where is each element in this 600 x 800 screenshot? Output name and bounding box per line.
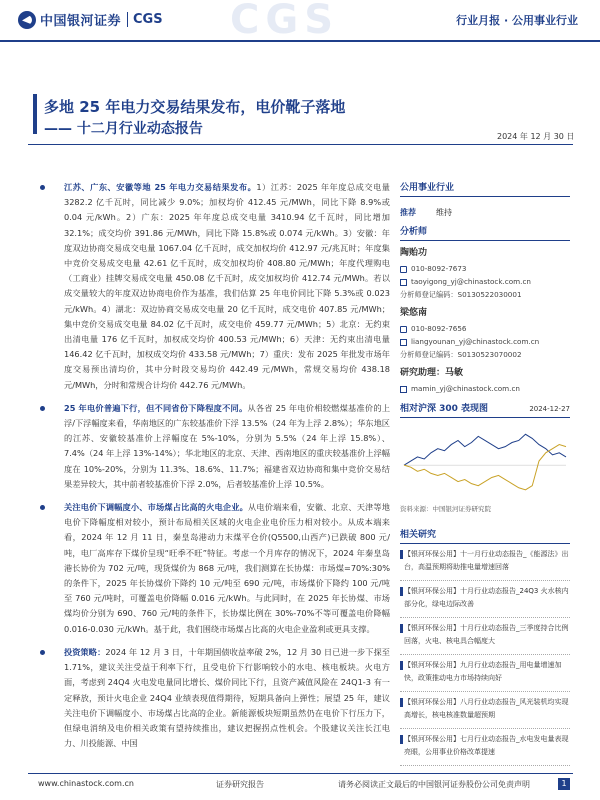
logo-cgs: CGS	[127, 12, 163, 27]
report-date: 2024 年 12 月 30 日	[497, 132, 575, 141]
chart-series-line-0	[404, 434, 566, 465]
paragraph-price-trend	[40, 401, 390, 492]
bullet-icon	[40, 185, 45, 190]
related-separator	[400, 728, 570, 729]
analyst-name: 陶贻功	[400, 248, 428, 258]
paragraph-investment-strategy	[40, 645, 390, 751]
analyst-email[interactable]: taoyigong_yj@chinastock.com.cn	[400, 275, 570, 288]
phone-icon	[400, 326, 407, 333]
paragraph-text: 从电价端来看，安徽、北京、天津等地电价下降幅度相对较小，预计布局相关区域的火电企业电价压力相对较小。从成本端来看，2024 年 12 月 11 日，秦皇岛港动力末煤平仓价(Q5500,山西产)已跌破 800 元/吨，电厂高库存下煤价呈现“旺季不旺”特征。考虑一个月库存的情况下，2024 年秦皇岛港长协价为 702 元/吨，现货煤价为 868 元/吨，我们测算在长协煤：市场煤=70%:30%的条件下，2025 年长协煤价下降约 10 元/吨至 690 元/吨，市场煤价下降约 100 元/吨至 760 元/吨时，可覆盖电价降幅 0.016 元/kWh。与此同时，在 2025 年长协煤、市场煤均价分别为 690、760 元/吨的条件下，长协煤比例在 30%-70%不等可覆盖电价降幅 0.016-0.030 元/kWh。基于此，我们围绕市场煤占比高的火电企业盈利或更具支撑。	[64, 502, 390, 634]
sidebar	[400, 180, 570, 770]
related-separator	[400, 691, 570, 692]
paragraph-trading-results	[40, 180, 390, 393]
relative-performance-chart	[400, 418, 570, 502]
paragraph-heading: 江苏、广东、安徽等地 25 年电力交易结果发布。	[64, 182, 257, 192]
footer-disclaimer: 请务必阅读正文最后的中国银河证券股份公司免责声明	[338, 780, 530, 789]
paragraph-text: 1）江苏：2025 年年度总成交电量 3282.2 亿千瓦时，同比减少 9.0%；加权均价 412.45 元/MWh，同比下降 8.9%或 0.04 元/kWh。2）广东：2025 年年度总成交电量 3410.94 亿千瓦时，同比增加 32.1%；成交均价 391.86 元/MWh，同比下降 15.8%或 0.074 元/kWh。3）安徽：年度双边协商交易成交电量 1067.04 亿千瓦时，成交加权均价 412.97 元/兆瓦时；年度集中竞价交易成交电量 42.61 亿千瓦时，成交加权均价 408.80 元/MWh；年度代理购电（工商业）挂牌交易成交电量 450.08 亿千瓦时，成交加权均价 412.74 元/MWh。若以成交量较大的年度双边协商电价作为基准，我们估算 25 年电价同比下降 5.3%或 0.023 元/kWh。4）湖北：双边协商交易成交电量 20 亿千瓦时，成交电价 407.85 元/MWh；集中竞价交易成交电量 84.02 亿千瓦时，成交电价 459.77 元/MWh；5）北京：无约束出清电量 176 亿千瓦时，加权成交均价 400.53 元/MWh；6）天津：无约束出清电量 146.42 亿千瓦时，加权成交均价 433.58 元/MWh；7）重庆：发布 2025 年批发市场年度交易预出清均价，其中分时段交易均价 442.49 元/MWh，常规交易均价 438.18 元/MWh，分时和常规合计均价 442.76 元/MWh。	[64, 182, 390, 390]
bullet-icon	[40, 505, 45, 510]
report-subtitle: —— 十二月行业动态报告	[44, 121, 203, 137]
rating-value: 维持	[436, 208, 452, 217]
related-item[interactable]: 【银河环保公用】八月行业动态报告_风光装机均实现高增长，核电核准数量超预期	[400, 696, 570, 722]
assistant-name: 研究助理：马敏	[400, 368, 464, 378]
company-logo	[18, 10, 163, 29]
related-item[interactable]: 【银河环保公用】九月行业动态报告_用电量增速加快，政策推动电力市场持续向好	[400, 659, 570, 685]
main-content	[40, 180, 390, 759]
analyst-name: 梁悠南	[400, 308, 428, 318]
industry-title: 公用事业行业	[400, 180, 570, 197]
page-number: 1	[558, 778, 570, 790]
paragraph-text: 从各省 25 年电价相较燃煤基准价的上浮/下浮幅度来看，华南地区的广东较基准价下浮 13.5%（24 年为上浮 2.8%）；华东地区的江苏、安徽较基准价上浮幅度在 5%-10%，分别为 5.5%（24 年上浮 15.8%）、7.4%（24 年上浮 13%-14%）；华北地区的北京、天津、西南地区的重庆较基准价上浮幅度在 10%-20%，分别为 11.3%、18.6%、11.7%；福建省双边协商和集中竞价交易结果差异较大，其中前者较基准价下浮 2.0%，后者较基准价上浮 10.5%。	[64, 402, 391, 489]
mail-icon	[400, 339, 407, 346]
related-item[interactable]: 【银河环保公用】十月行业动态报告_三季度持合比例回落，火电、核电具合幅度大	[400, 622, 570, 648]
page-header	[0, 0, 600, 42]
assistant-email[interactable]: mamin_yj@chinastock.com.cn	[400, 382, 570, 395]
related-list	[400, 548, 570, 766]
chart-header	[400, 401, 570, 418]
paragraph-heading: 25 年电价普遍下行，但不同省份下降程度不同。	[64, 402, 248, 413]
header-divider	[0, 40, 600, 42]
footer-website[interactable]: www.chinastock.com.cn	[38, 779, 134, 788]
title-divider	[28, 144, 573, 145]
analyst-cert: 分析师登记编码：S0130522030001	[400, 290, 522, 299]
paragraph-heading: 关注电价下调幅度小、市场煤占比高的火电企业。	[64, 502, 248, 513]
related-separator	[400, 765, 570, 766]
related-title: 相关研究	[400, 527, 570, 544]
related-separator	[400, 580, 570, 581]
bullet-icon	[40, 406, 45, 411]
related-item[interactable]: 【银河环保公用】十一月行业动态报告_《能源法》出台，高温预期将助推电量增速回落	[400, 548, 570, 574]
rating-label: 推荐	[400, 208, 416, 217]
bullet-icon	[40, 650, 45, 655]
chart-source: 资料来源：中国银河证券研究院	[400, 505, 491, 513]
chart-series-line-1	[404, 445, 566, 490]
analyst-cert: 分析师登记编码：S0130523070002	[400, 350, 522, 359]
related-item[interactable]: 【银河环保公用】七月行业动态报告_水电发电量表现亮眼，公用事业价格改革提速	[400, 733, 570, 759]
logo-mark-icon	[18, 11, 36, 29]
paragraph-thermal-power	[40, 500, 390, 637]
footer-divider	[28, 773, 573, 774]
chart-svg	[400, 418, 570, 502]
analyst-email[interactable]: liangyounan_yj@chinastock.com.cn	[400, 335, 570, 348]
chart-date: 2024-12-27	[529, 405, 570, 413]
chart-title: 相对沪深 300 表现图	[400, 404, 489, 414]
rating-row	[400, 201, 570, 224]
logo-text: 中国银河证券	[40, 14, 122, 29]
paragraph-text: 2024 年 12 月 3 日，十年期国债收益率破 2%，12 月 30 日已进一步下探至 1.71%，建议关注受益于利率下行，且受电价下行影响较小的水电、核电板块。火电方面，考虑到 24Q4 火电发电量同比增长、煤价同比下行，且资产减值风险在 24Q1-3 有一定释放，预计火电企业 24Q4 业绩表现值得期待，短期具备向上弹性；展望 25 年，建议关注电价下调幅度小、市场煤占比高的企业。新能源板块短期虽然仍在电价下行压力下，但绿电消纳及电价相关政策有望持续推出，建议把握拐点性机会。个股建议关注长江电力、川投能源、中国	[64, 646, 390, 749]
title-accent-bar	[33, 94, 37, 134]
header-watermark: CGS	[230, 0, 339, 40]
phone-icon	[400, 266, 407, 273]
paragraph-heading: 投资策略：	[64, 646, 106, 657]
analyst-phone: 010-8092-7673	[400, 262, 570, 275]
report-title: 多地 25 年电力交易结果发布，电价靴子落地	[44, 98, 346, 116]
analyst-section-title: 分析师	[400, 224, 570, 241]
analyst-phone: 010-8092-7656	[400, 322, 570, 335]
related-item[interactable]: 【银河环保公用】十月行业动态报告_24Q3 火水核内部分化，绿电边际改善	[400, 585, 570, 611]
report-category: 行业月报 · 公用事业行业	[456, 14, 578, 27]
mail-icon	[400, 279, 407, 286]
footer-doc-type: 证券研究报告	[216, 780, 264, 789]
related-separator	[400, 654, 570, 655]
related-separator	[400, 617, 570, 618]
mail-icon	[400, 386, 407, 393]
